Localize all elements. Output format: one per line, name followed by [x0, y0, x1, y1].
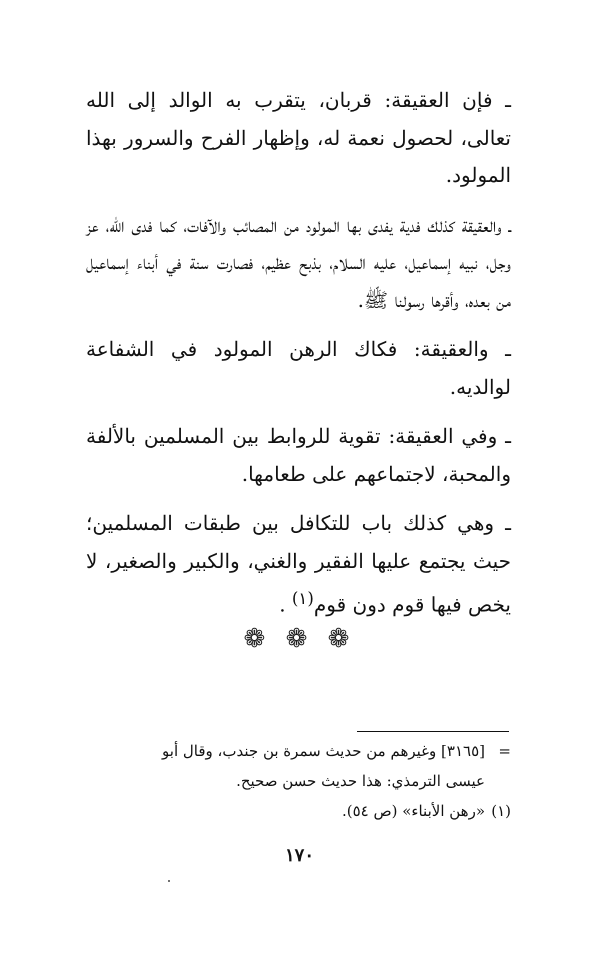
footnote-1 — [86, 796, 511, 826]
flower-ornament-icon: ❁ — [243, 624, 272, 654]
paragraph-3: ـ والعقيقة: فكاك الرهن المولود في الشفاعة لوالديه. — [86, 337, 511, 399]
flower-ornament-icon: ❁ — [285, 624, 314, 654]
footnote-separator — [357, 731, 509, 732]
paragraph-4: ـ وفي العقيقة: تقوية للروابط بين المسلمين بالألفة والمحبة، لاجتماعهم على طعامها. — [86, 424, 511, 486]
footnotes — [86, 736, 511, 826]
paragraph-5-end: . — [279, 592, 286, 617]
footnote-1-text: «رهن الأبناء» (ص ٥٤). — [341, 802, 485, 820]
paragraph-5 — [86, 505, 511, 624]
footnote-continuation — [86, 736, 511, 766]
page-number: ١٧٠ — [284, 845, 314, 866]
scan-speck — [168, 880, 170, 882]
paragraph-1: ـ فإن العقيقة: قربان، يتقرب به الوالد إلى الله تعالى، لحصول نعمة له، وإظهار الفرح والسرور بهذا المولود. — [86, 88, 511, 187]
paragraph-5-text: ـ وهي كذلك باب للتكافل بين طبقات المسلمين؛ حيث يجتمع عليها الفقير والغني، والكبير والصغير، لا يخص فيها قوم دون قوم — [86, 511, 511, 617]
continuation-marker: = — [498, 742, 511, 760]
footnote-reference[interactable]: (١) — [291, 589, 314, 608]
continuation-line-1: [٣١٦٥] وغيرهم من حديث سمرة بن جندب، وقال أبو — [162, 742, 485, 760]
section-divider-ornaments — [0, 624, 599, 654]
footnote-1-marker: (١) — [491, 802, 511, 820]
continuation-line-2: عيسى الترمذي: هذا حديث حسن صحيح. — [236, 772, 485, 790]
paragraph-2: ـ والعقيقة كذلك فدية يفدى بها المولود من المصائب والآفات، كما فدى الله، عز وجل، نبيه إسماعيل، عليه السلام، بذبح عظيم، فصارت سنة في أبناء إسماعيل من بعده، وأقرها رسولنا ﷺ. — [86, 212, 511, 312]
main-text — [86, 82, 511, 636]
flower-ornament-icon: ❁ — [327, 624, 356, 654]
